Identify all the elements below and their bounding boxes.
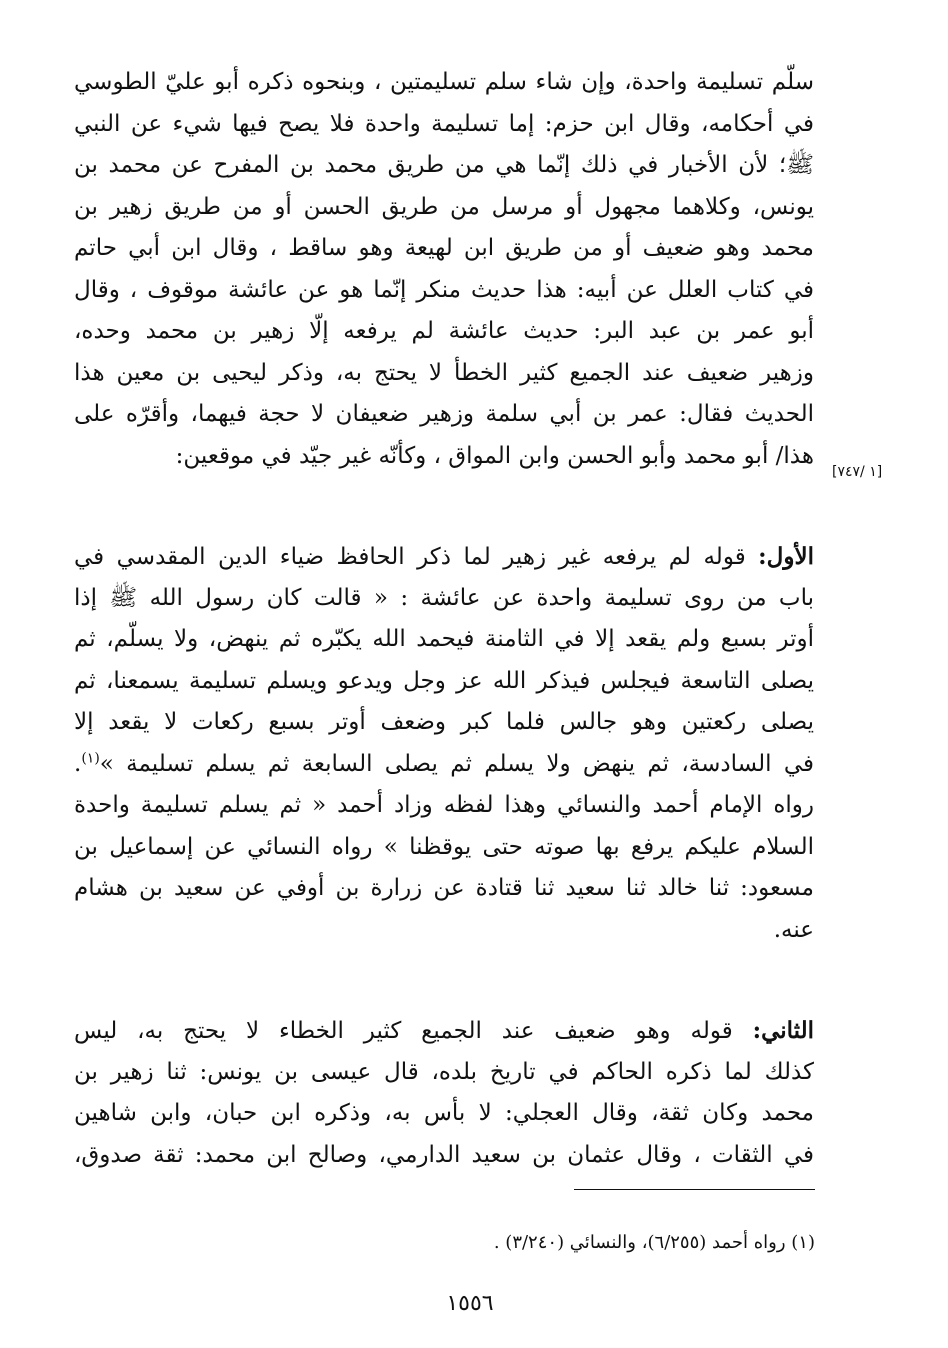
text-line: عنه. [773,916,814,943]
text-run: قوله لم يرفعه غير زهير لما ذكر الحافظ ضياء الدين المقدسي في [74,544,759,570]
text-line [74,536,814,578]
text-line: الحديث فقال: عمر بن أبي سلمة وزهير ضعيفان لا حجة فيهما، وأقرّه على [74,401,814,427]
section-lead: الأول: [758,543,814,570]
text-line: هذا/ أبو محمد وأبو الحسن وابن المواق ، وكأنّه غير جيّد في موقعين: [175,442,814,469]
footnote-separator [574,1189,815,1190]
text-line: ﷺ؛ لأن الأخبار في ذلك إنّما هي من طريق محمد بن المفرح عن محمد بن [74,152,814,178]
page-number: ١٥٥٦ [446,1291,494,1316]
text-line: محمد وهو ضعيف أو من طريق ابن لهيعة وهو ساقط ، وقال ابن أبي حاتم [74,235,814,261]
text-line: باب من روى تسليمة واحدة عن عائشة : « قالت كان رسول الله ﷺ إذا [74,584,814,611]
paragraph-2 [74,536,814,951]
text-line [74,1010,814,1052]
text-line: سلّم تسليمة واحدة، وإن شاء سلم تسليمتين ، وبنحوه ذكره أبو عليّ الطوسي [74,69,814,95]
text-line: محمد وكان ثقة، وقال العجلي: لا بأس به، وذكره ابن حبان، وابن شاهين [74,1100,814,1126]
text-line: أوتر بسبع ولم يقعد إلا في الثامنة فيحمد الله يكبّره ثم ينهض، ولا يسلّم، ثم [74,626,814,652]
section-lead: الثاني: [752,1017,814,1044]
paragraph-3 [74,1010,814,1176]
text-line: مسعود: ثنا خالد ثنا سعيد ثنا قتادة عن زرارة بن أوفي عن سعيد بن هشام [74,875,814,901]
text-line: في كتاب العلل عن أبيه: هذا حديث منكر إنّما هو عن عائشة موقوف ، وقال [74,276,814,303]
text-line: يصلى التاسعة فيجلس فيذكر الله عز وجل ويدعو ويسلم تسليمة يسمعنا، ثم [74,667,814,694]
text-line [74,744,814,786]
text-line: وزهير ضعيف عند الجميع كثير الخطأ لا يحتج به، وذكر ليحيى بن معين هذا [74,359,814,386]
text-line: يونس، وكلاهما مجهول أو مرسل من طريق الحسن أو من طريق زهير بن [74,193,814,220]
margin-reference: [١ /٧٤٧] [832,464,883,480]
text-line: السلام عليكم يرفع بها صوته حتى يوقظنا » رواه النسائي عن إسماعيل بن [74,833,814,860]
text-line: أبو عمر بن عبد البر: حديث عائشة لم يرفعه إلّا زهير بن محمد وحده، [74,318,814,344]
text-line: رواه الإمام أحمد والنسائي وهذا لفظه وزاد أحمد « ثم يسلم تسليمة واحدة [74,792,814,818]
paragraph-1 [74,62,814,477]
text-run: قوله وهو ضعيف عند الجميع كثير الخطاء لا يحتج به، ليس [74,1018,753,1044]
text-line: يصلى ركعتين وهو جالس فلما كبر وضعف أوتر بسبع ركعات لا يقعد إلا [74,709,814,735]
footnote-marker: (١) [81,749,100,766]
text-line: في الثقات ، وقال عثمان بن سعيد الدارمي، وصالح ابن محمد: ثقة صدوق، [74,1141,814,1168]
text-run: . [74,750,82,777]
footnote: (١) رواه أحمد (٦/٢٥٥)، والنسائي (٣/٢٤٠) . [493,1232,815,1253]
text-line: في أحكامه، وقال ابن حزم: إما تسليمة واحدة فلا يصح فيها شيء عن النبي [74,110,814,137]
text-line: كذلك لما ذكره الحاكم في تاريخ بلده، قال عيسى بن يونس: ثنا زهير بن [74,1058,814,1085]
text-run: في السادسة، ثم ينهض ولا يسلم ثم يصلى السابعة ثم يسلم تسليمة » [99,750,814,777]
